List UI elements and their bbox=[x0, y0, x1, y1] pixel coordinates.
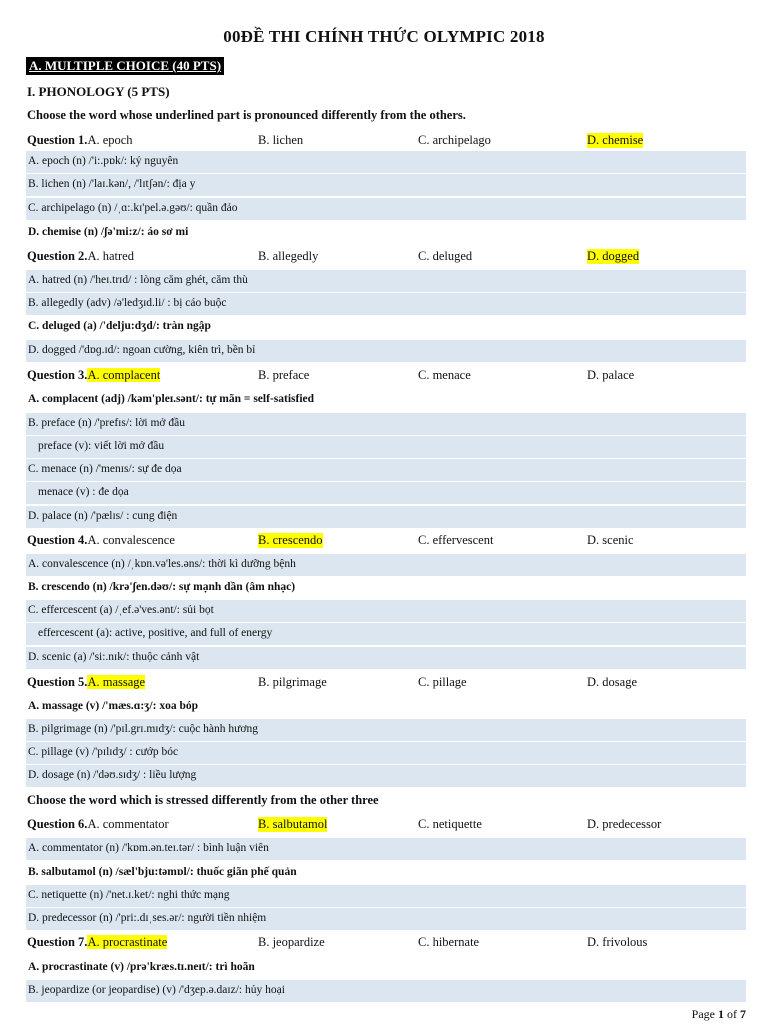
answer-line-correct: A. procrastinate (v) /prə'kræs.tɪ.neɪt/: trì hoãn bbox=[26, 957, 746, 979]
question-label: Question 3. bbox=[27, 368, 88, 382]
option-c: C. effervescent bbox=[418, 533, 494, 547]
answer-line: C. archipelago (n) /ˌɑ:.kɪ'pel.ə.gəʊ/: quần đảo bbox=[26, 198, 746, 220]
option-a: A. hatred bbox=[87, 249, 134, 263]
option-b: B. preface bbox=[258, 368, 310, 382]
answer-line: C. effercescent (a) /ˌef.ə'ves.ənt/: sủi bọt bbox=[26, 600, 746, 622]
question-label: Question 2. bbox=[27, 249, 88, 263]
page-title: 00ĐỀ THI CHÍNH THỨC OLYMPIC 2018 bbox=[223, 27, 545, 46]
answer-line: menace (v) : đe dọa bbox=[26, 482, 746, 504]
answer-line: A. epoch (n) /'i:.pɒk/: kỷ nguyên bbox=[26, 151, 746, 173]
option-b: B. jeopardize bbox=[258, 935, 325, 949]
option-c: C. archipelago bbox=[418, 133, 491, 147]
instruction-pronunciation: Choose the word whose underlined part is pronounced differently from the others. bbox=[27, 108, 466, 122]
option-d: D. dosage bbox=[587, 675, 637, 689]
option-d: D. palace bbox=[587, 368, 635, 382]
option-a: A. convalescence bbox=[87, 533, 175, 547]
question-1-row bbox=[26, 131, 746, 151]
question-label: Question 1. bbox=[27, 133, 88, 147]
section-heading: A. MULTIPLE CHOICE (40 PTS) bbox=[26, 57, 224, 75]
answer-line-correct: A. massage (v) /'mæs.ɑ:ʒ/: xoa bóp bbox=[26, 696, 746, 718]
option-a-answer: A. procrastinate bbox=[87, 935, 168, 949]
answer-line: D. dogged /'dɒɡ.ɪd/: ngoan cường, kiên trì, bền bỉ bbox=[26, 340, 746, 362]
answer-line: B. lichen (n) /'laɪ.kən/, /'lɪtʃən/: địa y bbox=[26, 174, 746, 196]
answer-line: A. hatred (n) /'heɪ.trɪd/ : lòng căm ghét, căm thù bbox=[26, 270, 746, 292]
phonology-heading: I. PHONOLOGY (5 PTS) bbox=[27, 84, 170, 99]
question-label: Question 5. bbox=[27, 675, 88, 689]
answer-line-correct: B. crescendo (n) /krə'ʃen.dəʊ/: sự mạnh dần (âm nhạc) bbox=[26, 577, 746, 599]
answer-line: A. commentator (n) /'kɒm.ən.teɪ.tər/ : bình luận viên bbox=[26, 838, 746, 860]
option-a-answer: A. massage bbox=[87, 675, 146, 689]
option-b: B. lichen bbox=[258, 133, 304, 147]
answer-line: D. dosage (n) /'dəʊ.sɪdʒ/ : liều lượng bbox=[26, 765, 746, 787]
option-a-answer: A. complacent bbox=[87, 368, 161, 382]
option-b: B. allegedly bbox=[258, 249, 319, 263]
option-c: C. netiquette bbox=[418, 817, 482, 831]
option-c: C. deluged bbox=[418, 249, 473, 263]
answer-line: B. preface (n) /'prefɪs/: lời mở đầu bbox=[26, 413, 746, 435]
answer-line: A. convalescence (n) /ˌkɒn.və'les.əns/: thời kì dưỡng bệnh bbox=[26, 554, 746, 576]
answer-line: B. jeopardize (or jeopardise) (v) /'dʒep.ə.daɪz/: hủy hoại bbox=[26, 980, 746, 1002]
answer-line-correct: D. chemise (n) /ʃə'mi:z/: áo sơ mi bbox=[26, 222, 746, 244]
answer-line: C. menace (n) /'menɪs/: sự đe dọa bbox=[26, 459, 746, 481]
answer-line: D. predecessor (n) /'pri:.dɪˌses.ər/: người tiền nhiệm bbox=[26, 908, 746, 930]
option-d: D. frivolous bbox=[587, 935, 648, 949]
option-b-answer: B. salbutamol bbox=[258, 817, 328, 831]
option-d: D. predecessor bbox=[587, 817, 662, 831]
option-d-answer: D. chemise bbox=[587, 133, 644, 147]
question-5-row bbox=[26, 673, 746, 693]
option-d: D. scenic bbox=[587, 533, 634, 547]
question-label: Question 7. bbox=[27, 935, 88, 949]
instruction-stress: Choose the word which is stressed differently from the other three bbox=[27, 793, 379, 807]
option-c: C. menace bbox=[418, 368, 471, 382]
answer-line: preface (v): viết lời mở đầu bbox=[26, 436, 746, 458]
option-c: C. pillage bbox=[418, 675, 467, 689]
answer-line: B. pilgrimage (n) /'pɪl.grɪ.mɪdʒ/: cuộc hành hương bbox=[26, 719, 746, 741]
option-c: C. hibernate bbox=[418, 935, 480, 949]
question-label: Question 6. bbox=[27, 817, 88, 831]
answer-line-correct: A. complacent (adj) /kəm'pleɪ.sənt/: tự mãn = self-satisfied bbox=[26, 389, 746, 411]
question-3-row bbox=[26, 366, 746, 386]
answer-line: C. netiquette (n) /'net.ɪ.ket/: nghi thức mạng bbox=[26, 885, 746, 907]
answer-line: D. palace (n) /'pælɪs/ : cung điện bbox=[26, 506, 746, 528]
answer-line-correct: C. deluged (a) /'delju:dʒd/: tràn ngập bbox=[26, 316, 746, 338]
option-b-answer: B. crescendo bbox=[258, 533, 323, 547]
option-a: A. commentator bbox=[87, 817, 169, 831]
question-6-row bbox=[26, 815, 746, 835]
question-2-row bbox=[26, 247, 746, 267]
answer-line-correct: B. salbutamol (n) /sæl'bju:təmɒl/: thuốc giãn phế quản bbox=[26, 862, 746, 884]
option-d-answer: D. dogged bbox=[587, 249, 640, 263]
answer-line: C. pillage (v) /'pɪlɪdʒ/ : cướp bóc bbox=[26, 742, 746, 764]
answer-line: D. scenic (a) /'si:.nɪk/: thuộc cảnh vật bbox=[26, 647, 746, 669]
option-a: A. epoch bbox=[87, 133, 133, 147]
page-number: Page 1 of 7 bbox=[691, 1007, 746, 1021]
answer-line: effercescent (a): active, positive, and full of energy bbox=[26, 623, 746, 645]
question-7-row bbox=[26, 933, 746, 953]
question-label: Question 4. bbox=[27, 533, 88, 547]
answer-line: B. allegedly (adv) /ə'ledʒɪd.li/ : bị cáo buộc bbox=[26, 293, 746, 315]
option-b: B. pilgrimage bbox=[258, 675, 327, 689]
question-4-row bbox=[26, 531, 746, 551]
